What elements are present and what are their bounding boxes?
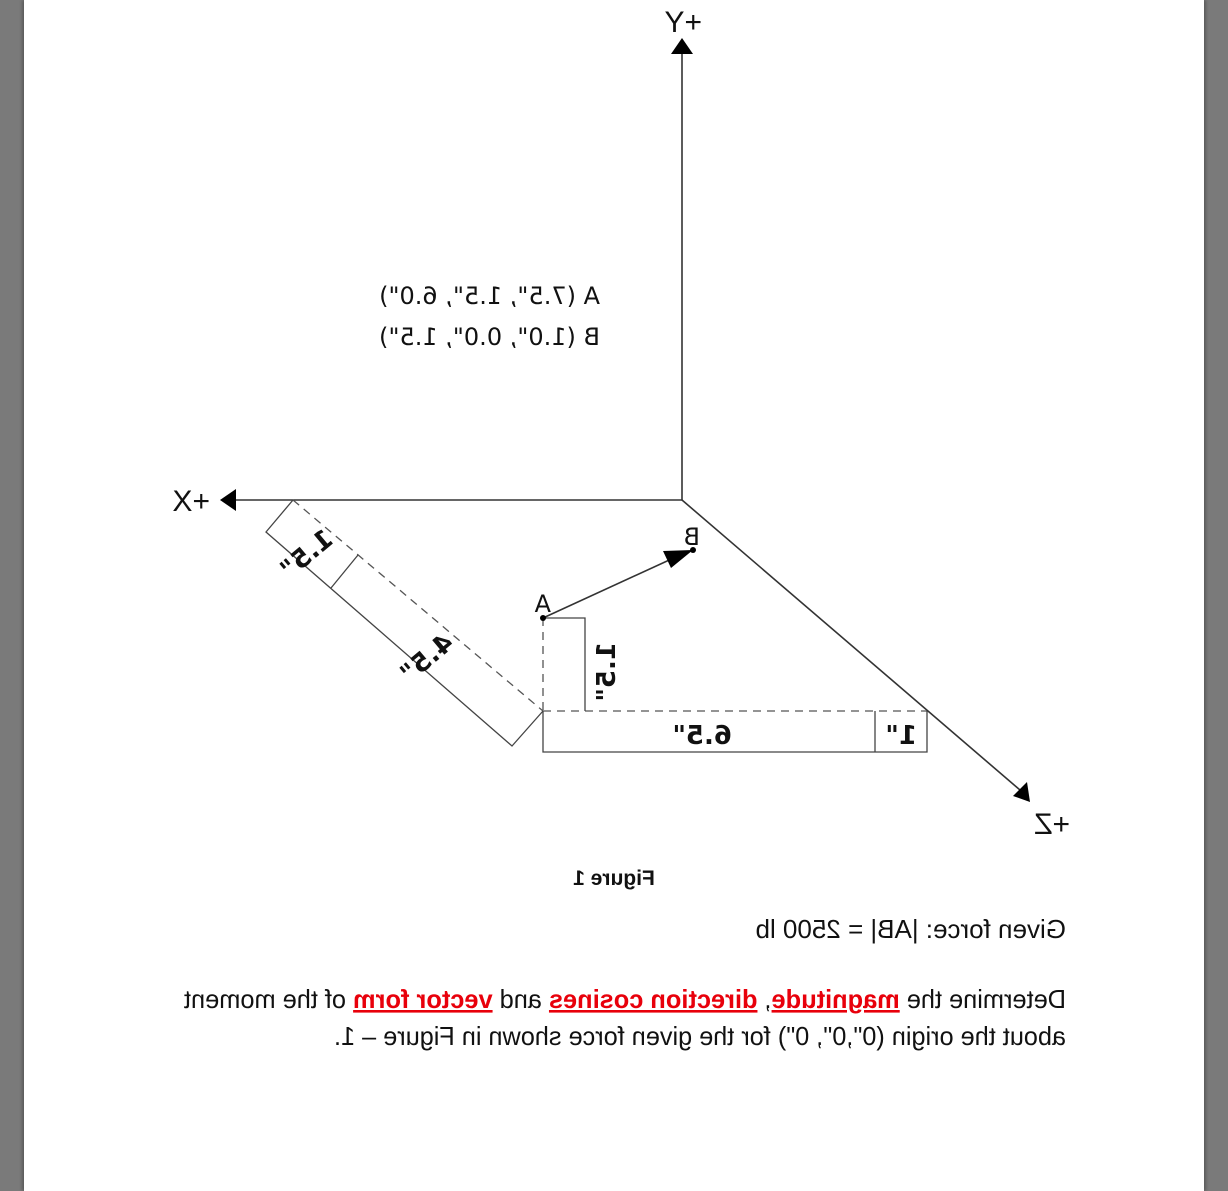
force-arrow-icon	[663, 550, 693, 568]
dimension-label-x-short: 1.5"	[274, 523, 340, 586]
dimension-label-height: 1.5"	[592, 642, 622, 702]
separator-2: and	[491, 984, 549, 1014]
y-axis-arrow-icon	[671, 38, 693, 54]
y-axis-label: +Y	[664, 6, 702, 39]
z-axis-arrow-icon	[1013, 782, 1030, 802]
dimension-x-separator	[331, 555, 358, 588]
point-b-coordinates: B (1.0", 0.0", 1.5")	[379, 323, 600, 351]
keyword-magnitude: magnitude	[768, 984, 900, 1014]
problem-line-1-post: of the moment	[179, 984, 354, 1014]
dimension-label-z-long: 6.5"	[672, 721, 732, 751]
problem-line-1	[179, 984, 1066, 1014]
point-b-label: B	[683, 523, 700, 551]
dimension-z-box	[543, 711, 927, 752]
point-a-label: A	[534, 590, 551, 618]
dimension-height-box	[543, 618, 585, 711]
separator-1: ,	[757, 984, 772, 1014]
x-axis-arrow-icon	[220, 489, 236, 511]
keyword-vector-form: vector form	[349, 984, 493, 1014]
problem-line-2: about the origin (0",0", 0") for the given force shown in Figure – 1.	[334, 1021, 1066, 1051]
dimension-label-z-short: 1"	[885, 721, 917, 751]
x-axis-label: +X	[172, 485, 210, 518]
figure-caption: Figure 1	[573, 867, 655, 890]
point-a-coordinates: A (7.5", 1.5", 6.0")	[379, 282, 600, 310]
keyword-direction-cosines: direction cosines	[543, 984, 758, 1014]
z-axis-label: +Z	[1034, 808, 1070, 841]
force-vector-ab	[543, 556, 678, 618]
given-force-text: Given force: |AB| = 2500 lb	[755, 914, 1066, 944]
problem-line-1-pre: Determine the	[895, 984, 1066, 1014]
dimension-label-x-long: 4.5"	[394, 627, 460, 690]
